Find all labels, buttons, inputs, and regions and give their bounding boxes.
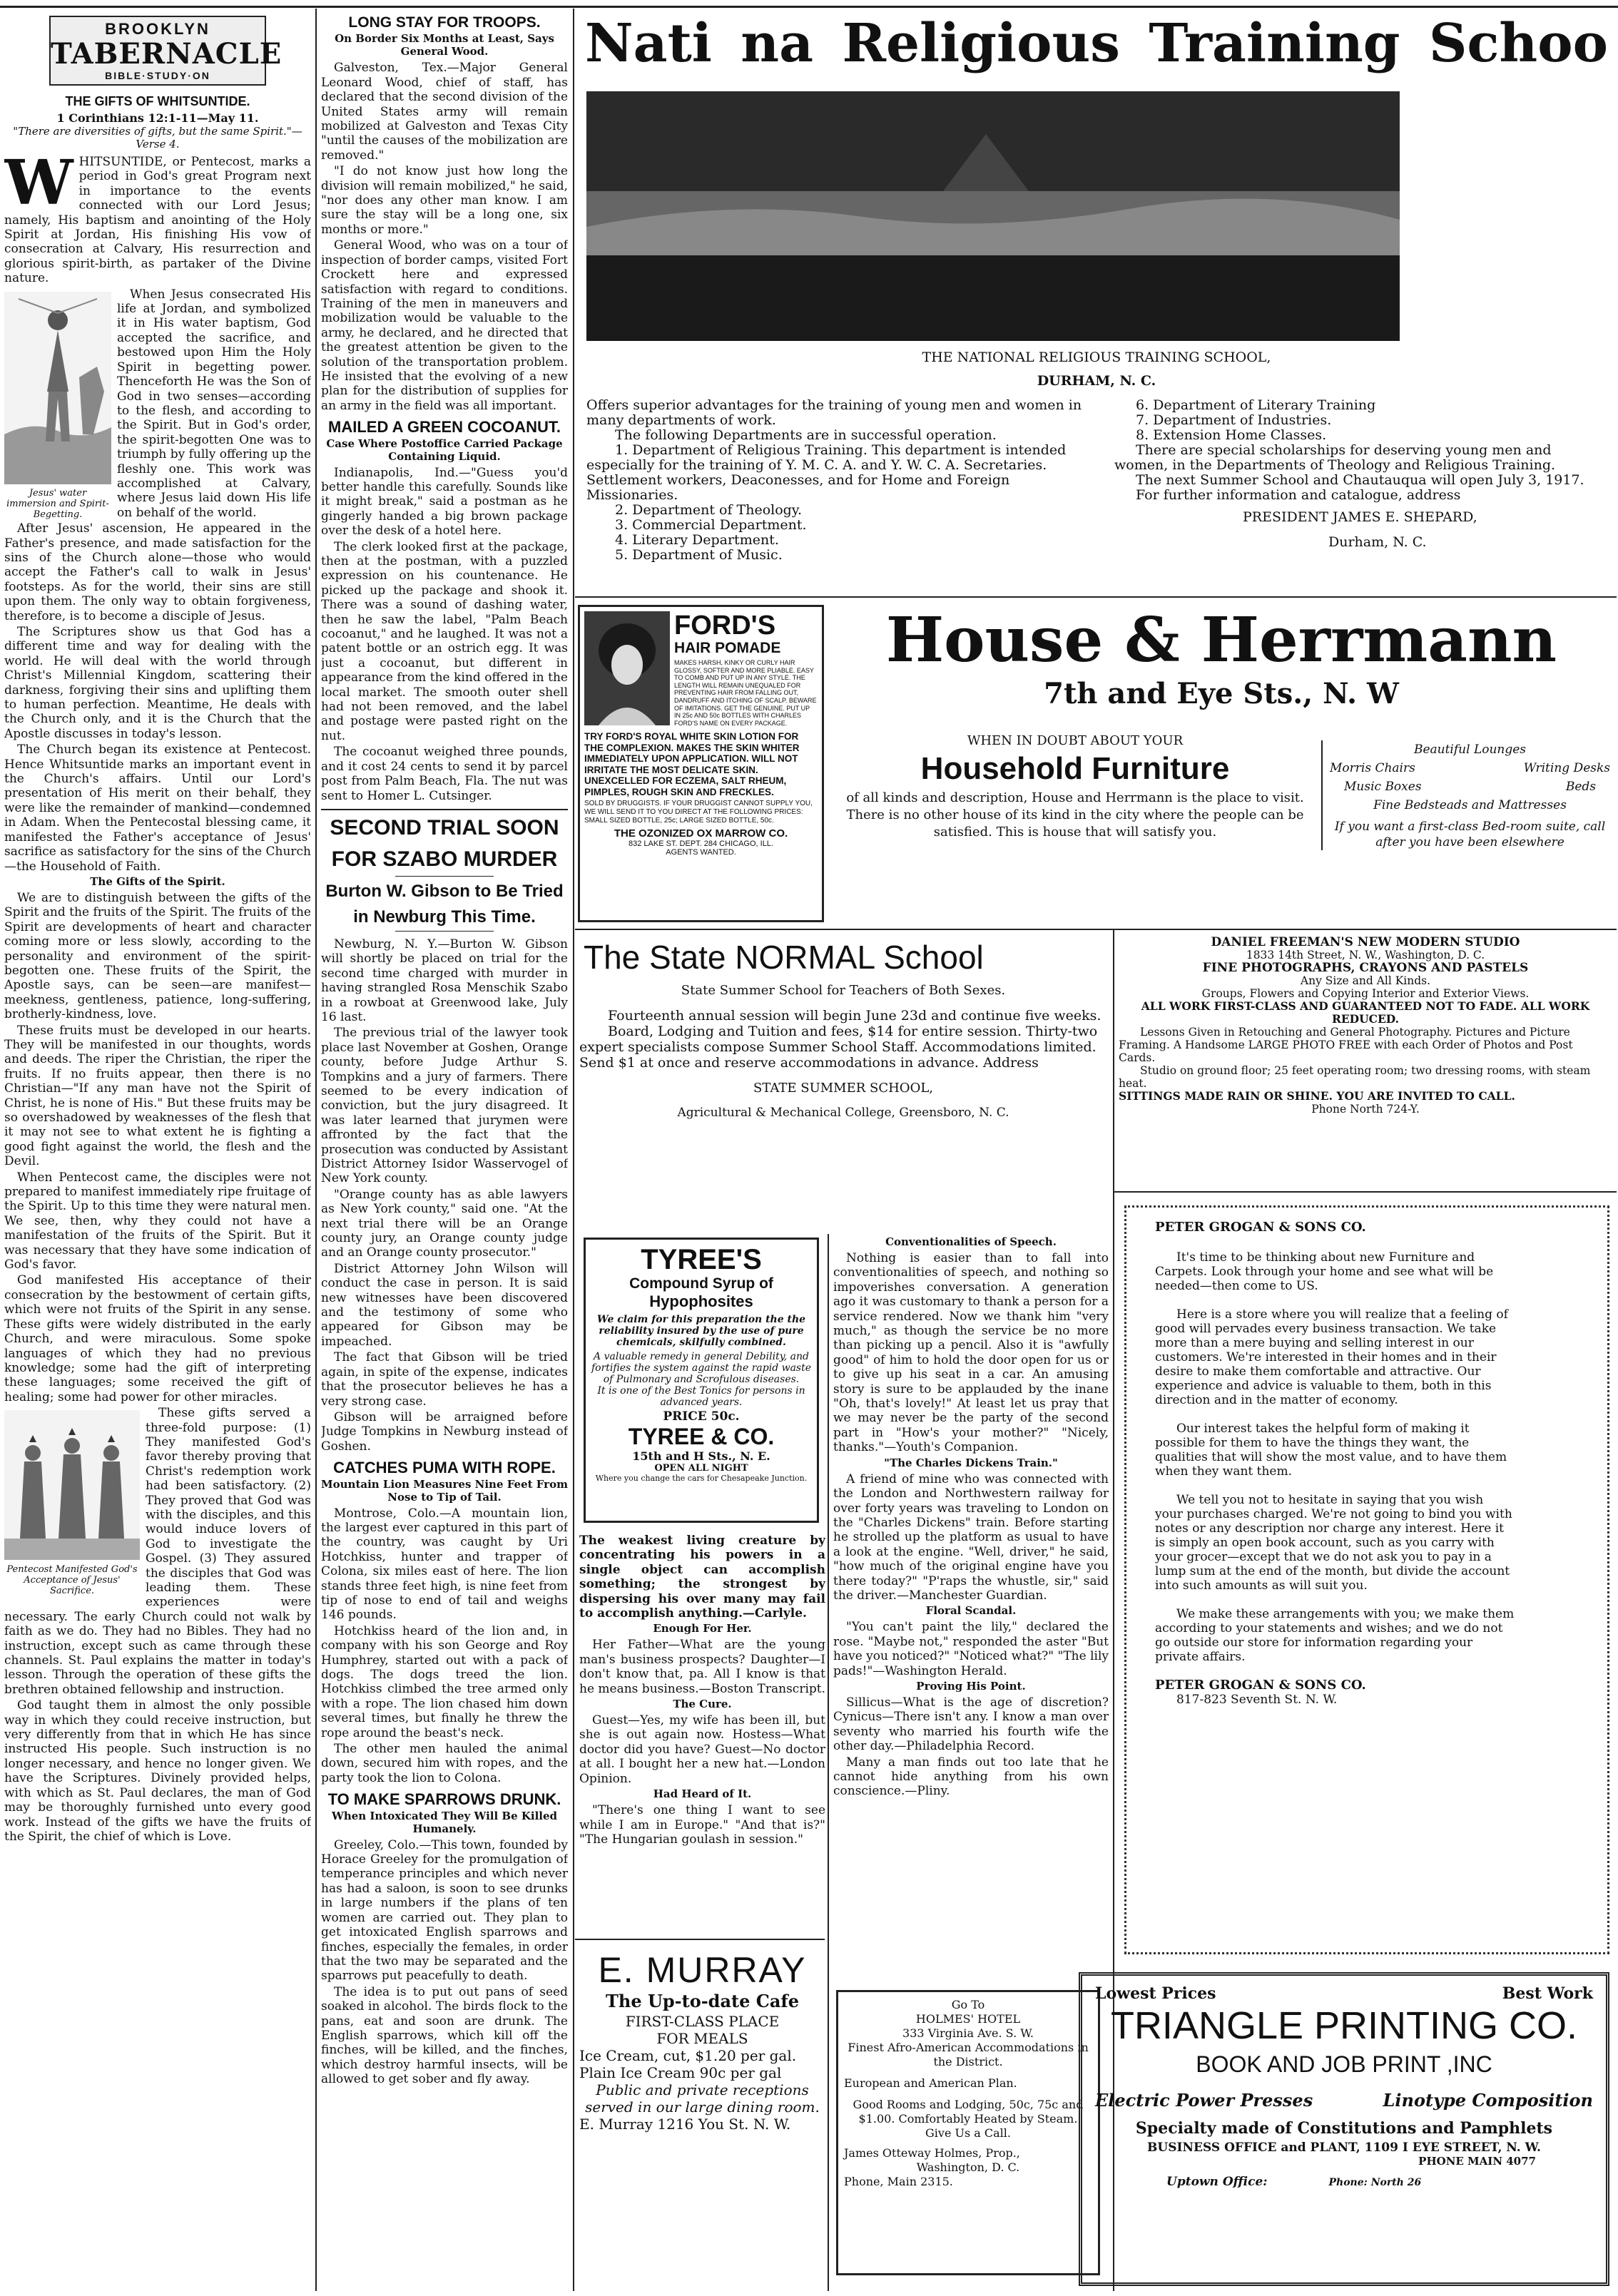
top-rule: [0, 6, 1618, 8]
sermon-para-3: After Jesus' ascension, He appeared in the Father's presence, and made satisfaction for the sins of the Church alone—those who would accept the Father's call to walk in Jesus' footsteps. As for the world, their sins are still upon them. The only way to obtain forgiveness, therefore, is to become a disciple of Jesus.: [4, 521, 311, 623]
banner-word-1: Nati: [585, 13, 712, 74]
fords-portrait: [584, 611, 670, 725]
rule-below-freeman: [1114, 1191, 1617, 1193]
szabo-headline-1: SECOND TRIAL SOON: [330, 815, 559, 840]
training-photo-caption: THE NATIONAL RELIGIOUS TRAINING SCHOOL,: [922, 349, 1271, 365]
troops-para-2: "I do not know just how long the division will remain mobilized," he said, "nor does any other man know. I am sure the stay will be a long one, six months or more.": [321, 164, 568, 237]
training-scholarships: There are special scholarships for deserving young men and women, in the Departments of Theology and Religious Training.: [1114, 442, 1556, 473]
illustration-baptism-caption: Jesus' water immersion and Spirit-Begetting.: [6, 488, 109, 521]
normal-school-title: The State NORMAL School: [584, 939, 984, 976]
triangle-services: [1095, 2090, 1593, 2111]
freeman-lessons: Lessons Given in Retouching and General Photography. Pictures and Picture Framing. A Handsome LARGE PHOTO FREE with each Order of Photos and Post Cards.: [1119, 1026, 1573, 1064]
troops-headline: LONG STAY FOR TROOPS.: [348, 16, 541, 31]
training-signoff-city: Durham, N. C.: [1328, 534, 1427, 550]
fords-agents: AGENTS WANTED.: [666, 848, 736, 857]
grogan-para-3: Our interest takes the helpful form of making it possible for them to have the things they want, the qualities that will show the most value, and to have them when they want them.: [1155, 1422, 1507, 1479]
training-dept-2: 2. Department of Theology.: [615, 502, 803, 518]
murray-line-2: FOR MEALS: [656, 2030, 748, 2047]
murray-line-3: Ice Cream, cut, $1.20 per gal.: [579, 2047, 797, 2064]
murray-line-4: Plain Ice Cream 90c per gal: [579, 2064, 782, 2081]
szabo-headline-2: FOR SZABO MURDER: [331, 847, 558, 871]
training-dept-5: 5. Department of Music.: [615, 547, 783, 563]
house-item-lounges: Beautiful Lounges: [1413, 743, 1527, 757]
freeman-address: 1833 14th Street, N. W., Washington, D. C.: [1246, 949, 1485, 961]
training-city: DURHAM, N. C.: [1037, 373, 1156, 389]
dickens-para: A friend of mine who was connected with the London and Northwestern railway for over forty years was traveling to London on the "Charles Dickens" train. Before starting he strolled up the platform as usual to have a look at the engine. "Well, driver," he said, "how much of the original engine have you there today?" "P'raps the whustle, sir," said the driver.—Manchester Guardian.: [833, 1471, 1109, 1603]
cocoanut-para-2: The clerk looked first at the package, then at the postman, with a puzzled expression on his countenance. He picked up the package and shook it. There was a sound of dashing water, then he saw the label, "Palm Beach cocoanut," and he laughed. It was not a patent bottle or an ostrich egg. It was just a cocoanut, but different in appearance from the kind offered in the local market. The smooth outer shell had not been removed, and the label and postage were pasted right on the nut.: [321, 539, 568, 743]
house-item-music-boxes: Music Boxes: [1344, 780, 1422, 794]
illustration-baptism: [4, 292, 111, 521]
murray-name: E. MURRAY: [598, 1950, 807, 1990]
training-president: PRESIDENT JAMES E. SHEPARD,: [1243, 509, 1477, 525]
training-banner: [579, 13, 1614, 74]
holmes-city: Washington, D. C.: [916, 2160, 1020, 2174]
grogan-address: 817-823 Seventh St. N. W.: [1176, 1693, 1338, 1707]
fords-company: THE OZONIZED OX MARROW CO.: [614, 827, 788, 840]
murray-line-5: Public and private receptions served in our large dining room.: [585, 2081, 820, 2116]
floral-headline: Floral Scandal.: [925, 1604, 1017, 1618]
house-herrmann-address: 7th and Eye Sts., N. W: [1044, 677, 1399, 710]
tabernacle-column: [4, 16, 311, 2291]
fords-blurb: MAKES HARSH, KINKY OR CURLY HAIR GLOSSY, SOFTER AND MORE PLIABLE. EASY TO COMB AND PUT UP IN ANY STYLE. THE LENGTH WILL REMAIN UNEQUALED FOR PREVENTING HAIR FROM FALLING OUT, DANDRUFF AND ITCHING OF SCALP. BEWARE OF IMITATIONS. GET THE GENUINE. PUT UP IN 25c AND 50c BOTTLES WITH CHARLES FORD'S NAME ON EVERY PACKAGE.: [674, 659, 817, 727]
grogan-name: PETER GROGAN & SONS CO.: [1155, 1220, 1366, 1235]
fords-address: 832 LAKE ST. DEPT. 284 CHICAGO, ILL.: [629, 840, 773, 849]
sermon-body: [4, 147, 311, 1844]
illustration-pentecost: [4, 1410, 140, 1596]
tyrees-sub-2: Hypophosites: [649, 1292, 753, 1310]
enough-headline: Enough For Her.: [653, 1622, 752, 1636]
training-dept-8: 8. Extension Home Classes.: [1136, 427, 1327, 443]
triangle-lowest: Lowest Prices: [1095, 1984, 1216, 2003]
sparrows-headline: TO MAKE SPARROWS DRUNK.: [327, 1790, 561, 1809]
murray-line-6: E. Murray 1216 You St. N. W.: [579, 2116, 791, 2133]
house-furniture-list: [1321, 740, 1610, 850]
fords-brand-sub: HAIR POMADE: [674, 640, 781, 656]
grogan-para-2: Here is a store where you will realize that a feeling of good will pervades every business transaction. We take more than a mere buying and selling interest in our customers. We're interested in their homes and in their desire to make them comfortable and attractive. Our experience and advice is valuable to them, both in this direction and in the matter of economy.: [1155, 1307, 1508, 1407]
holmes-prop: James Otteway Holmes, Prop.,: [844, 2146, 1020, 2160]
grogan-signature: PETER GROGAN & SONS CO.: [1155, 1678, 1366, 1693]
tyrees-address: 15th and H Sts., N. E.: [632, 1449, 770, 1463]
freeman-phone: Phone North 724-Y.: [1311, 1103, 1420, 1116]
sermon-para-11: God taught them in almost the only possible way in which they could receive instruction, but very differently from that in which He has since instructed His people. Such instruction is no longer necessary, and hence no longer given. We have the Scriptures. Divinely provided helps, with which as St. Paul declares, the man of God may be thoroughly furnished unto every good work. Instead of the gifts we have the fruits of the Spirit, the chief of which is Love.: [4, 1698, 311, 1844]
training-right-block: [1114, 398, 1607, 550]
tabernacle-masthead: [49, 16, 283, 86]
tyrees-remedy: A valuable remedy in general Debility, and fortifies the system against the rapid waste of Pulmonary and Scrofulous diseases.: [591, 1351, 812, 1385]
rule-above-murray: [575, 1939, 825, 1940]
szabo-para-5: The fact that Gibson will be tried again, in spite of the expense, indicates that the prosecutor believes he has a very strong case.: [321, 1350, 568, 1409]
freeman-sizes: Any Size and All Kinds.: [1300, 974, 1431, 987]
murray-cafe-ad: [579, 1947, 825, 2275]
freeman-groups: Groups, Flowers and Copying Interior and Exterior Views.: [1201, 987, 1530, 1000]
tyrees-company: TYREE & CO.: [628, 1424, 775, 1449]
grogan-para-1: It's time to be thinking about new Furniture and Carpets. Look through your home and see what will be needed—then come to US.: [1155, 1250, 1494, 1293]
sparrows-para-2: The idea is to put out pans of seed soaked in alcohol. The birds flock to the pans, eat and soon are drunk. The English sparrows, which kill off the finches, will be killed, and the finches, which destroy harmful insects, will be allowed to get sober and fly away.: [321, 1984, 568, 2087]
heard-para: "There's one thing I want to see while I am in Europe." "And that is?" "The Hungarian goulash in session.": [579, 1803, 825, 1847]
heard-headline: Had Heard of It.: [653, 1787, 752, 1801]
cocoanut-subhead: Case Where Postoffice Carried Package Containing Liquid.: [326, 437, 563, 463]
holmes-go-to: Go To: [951, 1998, 985, 2011]
training-further: For further information and catalogue, address: [1136, 487, 1461, 503]
column-rule-inner: [828, 1234, 829, 2291]
holmes-name: HOLMES' HOTEL: [915, 2012, 1021, 2026]
cocoanut-para-3: The cocoanut weighed three pounds, and it cost 24 cents to send it by parcel post from Palm Beach, Fla. The nut was sent to Homer L. Cutsinger.: [321, 745, 568, 803]
puma-para-3: The other men hauled the animal down, secured him with ropes, and the party took the lion to Colona.: [321, 1742, 568, 1785]
freeman-sittings: SITTINGS MADE RAIN OR SHINE. YOU ARE INVITED TO CALL.: [1119, 1089, 1515, 1103]
triangle-presses: Electric Power Presses: [1095, 2090, 1313, 2111]
fords-pomade-ad: [578, 605, 824, 922]
banner-word-3: Religious: [842, 13, 1120, 74]
holmes-hotel-ad: [836, 1990, 1100, 2275]
cure-para: Guest—Yes, my wife has been ill, but she is out again now. Hostess—What doctor did you have? Guest—No doctor at all. I bought her a new hat.—London Opinion.: [579, 1713, 825, 1786]
freeman-studio-ad: [1119, 936, 1612, 1182]
training-school-ad: [579, 13, 1614, 583]
normal-school-para-2: Board, Lodging and Tuition and fees, $14 for entire session. Thirty-two expert specialists compose Summer School Staff. Accommodations limited. Send $1 at once and reserve accommodations in advance. Address: [579, 1024, 1098, 1071]
house-item-morris-chairs: Morris Chairs: [1330, 761, 1415, 775]
woman-portrait-icon: [584, 611, 670, 725]
murray-tagline: The Up-to-date Cafe: [606, 1991, 799, 2011]
training-dept-6: 6. Department of Literary Training: [1136, 398, 1376, 413]
tyrees-cars: Where you change the cars for Chesapeake Junction.: [595, 1474, 808, 1483]
rule-below-house: [575, 929, 1617, 930]
normal-school-address-1: STATE SUMMER SCHOOL,: [753, 1081, 933, 1096]
speech-para: Nothing is easier than to fall into conventionalities of speech, and nothing so impoverishes conversation. A generation ago it was customary to thank a person for a service rendered. Now we thank him "very much," as though the service be no more than picking up a pencil. Also it is "awfully good" of him to hold the door open for us or to give up his seat in a car. An amusing story is sure to be applauded by the inane "Oh, that's lovely!" At least let us pray that we may never be the party of the second part in "How's your mother?" "Nicely, thanks."—Youth's Companion.: [833, 1251, 1109, 1455]
szabo-para-6: Gibson will be arraigned before Judge Tompkins in Newburg instead of Goshen.: [321, 1409, 568, 1454]
sermon-lead: HITSUNTIDE, or Pentecost, marks a period in God's great Program next in importance to the events connected with our Lord Jesus; namely, His baptism and anointing of the Holy Spirit at Jordan, His finishing His vow of consecration at Calvary, His resurrection and glorious spirit-birth, as partaker of the Divine nature.: [4, 155, 311, 286]
szabo-subhead-2: in Newburg This Time.: [353, 907, 536, 927]
house-item-writing-desks: Writing Desks: [1523, 761, 1610, 775]
szabo-para-2: The previous trial of the lawyer took place last November at Goshen, Orange county, before Judge Arthur S. Tompkins and a jury of farmers. There seemed to be every indication of conviction, but the jury disagreed. It was later learned that jurymen were affronted by the fact that the prosecution was conducted by Assistant District Attorney Isidor Wasservogel of New York county.: [321, 1026, 568, 1186]
sermon-motto: "There are diversities of gifts, but the same Spirit."—Verse 4.: [13, 125, 302, 150]
sermon-para-10: These gifts served a three-fold purpose: (1) They manifested God's favor thereby proving that Christ's redemption work had been satisfactory. (2) They proved that God was with the disciples, and this would induce lovers of God to investigate the Gospel. (3) They assured the disciples that God was leading them. These experiences were necessary. The early Church could not walk by faith as we do. They had no Bibles. They had no instruction, except such as came through these channels. St. Paul explains the matter in today's lesson. Through the operation of these gifts the brethren obtained fellowship and instruction.: [4, 1406, 311, 1697]
normal-school-para-1: Fourteenth annual session will begin June 23d and continue five weeks.: [608, 1008, 1101, 1024]
sermon-para-9: God manifested His acceptance of their consecration by the bestowment of certain gifts, which were not fruits of the Spirit in any sense. These gifts were widely distributed in the early Church, and were miraculous. Some spoke languages of which they had no previous knowledge; some had the gift of interpreting these languages; some received the gift of healing; some had power for other miracles.: [4, 1273, 311, 1404]
banner-word-5: Schoo: [1428, 13, 1608, 74]
training-intro-1: Offers superior advantages for the training of young men and women in many departments of work.: [586, 398, 1082, 428]
short-items-column: [579, 1534, 825, 1933]
triangle-top-line: [1095, 1984, 1593, 2003]
sermon-para-2: When Jesus consecrated His life at Jordan, and symbolized it in His water baptism, God accepted the sacrifice, and bestowed upon Him the Holy Spirit in begetting power. Thenceforth He was the Son of God in two senses—according to the flesh, and according to the Spirit. But in God's order, the spirit-begotten One was to triumph by fully offering up the fleshly one. This work was accomplished at Calvary, where Jesus laid down His life on behalf of the world.: [117, 287, 311, 520]
column-rule-2: [573, 9, 574, 2291]
proving-para: Sillicus—What is the age of discretion? Cynicus—There isn't any. I know a man over seventy who married his fourth wife the other day.—Philadelphia Record.: [833, 1695, 1109, 1754]
training-left-block: [586, 398, 1100, 563]
sermon-title: THE GIFTS OF WHITSUNTIDE.: [65, 94, 250, 108]
triangle-book: BOOK AND JOB PRINT ,INC: [1196, 2051, 1492, 2077]
troops-para-3: General Wood, who was on a tour of inspection of border camps, visited Fort Crockett here and expressed satisfaction with regard to conditions. Training of the men in maneuvers and mobilization would be valuable to the army, he declared, and he directed that the greatest attention be given to the solution of the transportation problem. He insisted that the evolving of a new plan for the distribution of supplies for an army in the field was all important.: [321, 238, 568, 413]
sermon-para-7: These fruits must be developed in our hearts. They will be manifested in our thoughts, words and deeds. The riper the Christian, the riper the fruits. If no fruits appear, then there is no Christian—"If any man have not the Spirit of Christ, he is none of His." But these fruits may be so overshadowed by weaknesses of the flesh that it may not see to what extent he is fighting a good fight against the world, the flesh and the Devil.: [4, 1023, 311, 1169]
freeman-guarantee: ALL WORK FIRST-CLASS AND GUARANTEED NOT TO FADE. ALL WORK REDUCED.: [1141, 999, 1590, 1026]
scripture-reference: 1 Corinthians 12:1-11—May 11.: [56, 111, 259, 125]
freeman-studio-info: Studio on ground floor; 25 feet operating room; two dressing rooms, with steam heat.: [1119, 1064, 1591, 1090]
banner-word-4: Training: [1149, 13, 1400, 74]
tyrees-title: TYREE'S: [641, 1244, 762, 1275]
tyrees-price: PRICE 50c.: [663, 1409, 740, 1424]
puma-para-1: Montrose, Colo.—A mountain lion, the largest ever captured in this part of the country, was caught by Uri Hotchkiss, hunter and trapper of Colona, six miles east of here. The lion stands three feet high, is nine feet from tip of nose to end of tail and weighs 146 pounds.: [321, 1506, 568, 1623]
grogan-para-4: We tell you not to hesitate in saying that you wish your purchases charged. We're not going to bind you with notes or any description nor charge any interest. Here it is simply an open book account, such as you carry with your grocer—except that we do not ask you to pay in a lump sum at the end of the month, but divide the account into such amounts as will suit you.: [1155, 1493, 1512, 1593]
triangle-phone: PHONE MAIN 4077: [1418, 2155, 1536, 2168]
training-summer: The next Summer School and Chautauqua will open July 3, 1917.: [1136, 472, 1584, 488]
school-building-icon: [586, 91, 1400, 341]
training-dept-4: 4. Literary Department.: [615, 532, 779, 548]
triangle-best: Best Work: [1502, 1984, 1593, 2003]
masthead-line-2: TABERNACLE: [51, 37, 283, 71]
grogan-ad: [1124, 1205, 1609, 1954]
triangle-uptown: [1095, 2175, 1593, 2189]
normal-school-sub: State Summer School for Teachers of Both Sexes.: [681, 983, 1006, 998]
cocoanut-headline: MAILED A GREEN COCOANUT.: [328, 418, 561, 437]
tyrees-open: OPEN ALL NIGHT: [654, 1463, 748, 1474]
sermon-para-5: The Church began its existence at Pentecost. Hence Whitsuntide marks an important event in the Church's affairs. Until our Lord's presentation of His merit on their behalf, they were like the remainder of mankind—condemned in Adam. When the Pentecostal blessing came, it manifested the Father's acceptance of Jesus' sacrifice as satisfactory for the sins of the Church—the Household of Faith.: [4, 743, 311, 874]
training-dept-7: 7. Department of Industries.: [1136, 412, 1332, 428]
enough-para: Her Father—What are the young man's business prospects? Daughter—I don't know that, pa. All I know is that he means business.—Boston Transcript.: [579, 1638, 825, 1696]
training-intro-2: The following Departments are in successful operation.: [615, 427, 997, 443]
normal-school-address-2: Agricultural & Mechanical College, Greensboro, N. C.: [677, 1106, 1009, 1120]
house-herrmann-ad: [829, 605, 1614, 922]
pliny-quote: Many a man finds out too late that he cannot hide anything from his own conscience.—Pliny.: [833, 1755, 1109, 1799]
floral-para: "You can't paint the lily," declared the rose. "Maybe not," responded the aster "But have you noticed?" "Noticed what?" "The lily pads!"—Washington Herald.: [833, 1620, 1109, 1678]
training-dept-3: 3. Commercial Department.: [615, 517, 807, 533]
speech-column: [833, 1234, 1109, 1954]
tyrees-tonic: It is one of the Best Tonics for persons in advanced years.: [597, 1385, 805, 1408]
cure-headline: The Cure.: [673, 1698, 732, 1711]
grogan-para-5: We make these arrangements with you; we make them according to your statements and wishes; and we do not go outside our store for information regarding your private affairs.: [1155, 1607, 1515, 1664]
triangle-uptown-phone: Phone: North 26: [1328, 2177, 1422, 2188]
tyrees-claim: We claim for this preparation the the reliability insured by the use of pure chemicals, skilfully combined.: [596, 1314, 806, 1348]
freeman-services: FINE PHOTOGRAPHS, CRAYONS AND PASTELS: [1202, 961, 1529, 975]
rule-below-training: [575, 596, 1617, 598]
house-item-bedsteads: Fine Bedsteads and Mattresses: [1373, 798, 1567, 812]
triangle-uptown-label: Uptown Office:: [1166, 2175, 1268, 2189]
carlyle-quote: The weakest living creature by concentrating his powers in a single object can accomplish something; the strongest by dispersing his over many may fail to accomplish anything.—Carlyle.: [579, 1534, 825, 1621]
speech-headline: Conventionalities of Speech.: [885, 1235, 1057, 1248]
szabo-subhead-1: Burton W. Gibson to Be Tried: [325, 881, 564, 901]
tyrees-sub-1: Compound Syrup of: [629, 1275, 773, 1292]
house-herrmann-name: House & Herrmann: [885, 605, 1557, 676]
freeman-name: DANIEL FREEMAN'S NEW MODERN STUDIO: [1211, 936, 1520, 949]
proving-headline: Proving His Point.: [916, 1679, 1026, 1693]
pentecost-illustration-icon: [4, 1410, 140, 1560]
troops-para-1: Galveston, Tex.—Major General Leonard Wood, chief of staff, has declared that the second division of the United States army will remain mobilized at Galveston and Texas City "until the causes of the mobilization are removed.": [321, 61, 568, 163]
triangle-linotype: Linotype Composition: [1383, 2090, 1593, 2111]
training-dept-1: 1. Department of Religious Training. This department is intended especially for the training of Y. M. C. A. and Y. W. C. A. Secretaries. Settlement workers, Deaconesses, and for Home and Foreign Missionaries.: [586, 442, 1067, 503]
holmes-plan: European and American Plan.: [844, 2076, 1017, 2090]
cocoanut-para-1: Indianapolis, Ind.—"Guess you'd better handle this carefully. Sounds like it might break," said a postman as he gingerly handed a big brown package over the desk of a hotel here.: [321, 465, 568, 539]
tyrees-ad: [584, 1238, 819, 1523]
szabo-para-1: Newburg, N. Y.—Burton W. Gibson will shortly be placed on trial for the second time charged with murder in having strangled Rosa Menschik Szabo in a rowboat at Greenwood lake, July 16 last.: [321, 937, 568, 1024]
holmes-address: 333 Virginia Ave. S. W.: [902, 2026, 1034, 2040]
sermon-para-4: The Scriptures show us that God has a different time and way for dealing with the world. He will deal with the world through Christ's Millennial Kingdom, scattering their darkness, forgiving their sins and uplifting them to human perfection. Meantime, He deals with the Church only, and it is the Church that the Apostle discusses in today's lesson.: [4, 625, 311, 741]
szabo-para-3: "Orange county has as able lawyers as New York county," said one. "At the next trial there will be an Orange county jury, an Orange county judge and an Orange county prosecutor.": [321, 1187, 568, 1260]
training-school-photo: [586, 91, 1400, 341]
holmes-finest: Finest Afro-American Accommodations in the District.: [848, 2041, 1089, 2068]
sparrows-para-1: Greeley, Colo.—This town, founded by Horace Greeley for the promulgation of temperance principles and which never has had a saloon, is soon to see drunks in large numbers if the plans of ten women are carried out. They plan to get intoxicated English sparrows and finches, especially the females, in order that the two may be separated and the sparrows put peacefully to death.: [321, 1837, 568, 1984]
house-herrmann-main: [829, 733, 1321, 841]
sparrows-subhead: When Intoxicated They Will Be Killed Humanely.: [331, 1809, 557, 1835]
banner-word-2: na: [741, 13, 814, 74]
dickens-headline: "The Charles Dickens Train.": [884, 1456, 1058, 1469]
drop-cap: W: [4, 147, 73, 219]
triangle-name: TRIANGLE PRINTING CO.: [1110, 2004, 1578, 2047]
baptism-illustration-icon: [4, 292, 111, 484]
puma-para-2: Hotchkiss heard of the lion and, in company with his son George and Roy Humphrey, started out with a pack of dogs. The dogs treed the lion. Hotchkiss climbed the tree armed only with a rope. The lion chased him down several times, but finally he threw the rope around the beast's neck.: [321, 1623, 568, 1740]
triangle-office: BUSINESS OFFICE and PLANT, 1109 I EYE STREET, N. W.: [1147, 2141, 1541, 2155]
house-item-beds: Beds: [1565, 780, 1596, 794]
illustration-pentecost-caption: Pentecost Manifested God's Acceptance of Jesus' Sacrifice.: [6, 1563, 138, 1596]
masthead-line-3: BIBLE·STUDY·ON: [105, 70, 210, 81]
normal-school-ad: [579, 936, 1107, 1228]
news-column: [321, 16, 568, 2291]
holmes-rooms: Good Rooms and Lodging, 50c, 75c and $1.00. Comfortably Heated by Steam. Give Us a Call.: [853, 2098, 1084, 2140]
house-body: of all kinds and description, House and Herrmann is the place to visit. There is no other house of its kind in the city where the people can be satisfied. This is house that will satisfy you.: [846, 790, 1304, 840]
sermon-para-6: We are to distinguish between the gifts of the Spirit and the fruits of the Spirit. The fruits of the Spirit are developments of heart and character coming more or less slowly, according to the personality and environment of the spirit-begotten one. These fruits of the Spirit, the Apostle says, can be seen—are manifest—meekness, gentleness, patience, long-suffering, brotherly-kindness, love.: [4, 890, 311, 1022]
fords-royal-white: TRY FORD'S ROYAL WHITE SKIN LOTION FOR THE COMPLEXION. MAKES THE SKIN WHITER IMMEDIATELY UPON APPLICATION. WILL NOT IRRITATE THE MOST DELICATE SKIN. UNEXCELLED FOR ECZEMA, SALT RHEUM, PIMPLES, ROUGH SKIN AND FRECKLES.: [584, 731, 800, 797]
fords-sold-by: SOLD BY DRUGGISTS. IF YOUR DRUGGIST CANNOT SUPPLY YOU, WE WILL SEND IT TO YOU DIRECT AT THE FOLLOWING PRICES: SMALL SIZED BOTTLE, 25c; LARGE SIZED BOTTLE, 50c.: [584, 800, 813, 825]
masthead-line-1: BROOKLYN: [105, 20, 210, 38]
troops-subhead: On Border Six Months at Least, Says General Wood.: [335, 32, 554, 58]
szabo-para-4: District Attorney John Wilson will conduct the case in person. It is said new witnesses have been discovered and the testimony of some who appeared for Gibson may be impeached.: [321, 1261, 568, 1349]
murray-line-1: FIRST-CLASS PLACE: [625, 2013, 780, 2030]
house-furniture-title: Household Furniture: [920, 751, 1230, 786]
triangle-specialty: Specialty made of Constitutions and Pamphlets: [1135, 2119, 1553, 2138]
holmes-phone: Phone, Main 2315.: [844, 2175, 953, 2188]
puma-subhead: Mountain Lion Measures Nine Feet From Nose to Tip of Tail.: [321, 1477, 568, 1504]
house-note: If you want a first-class Bed-room suite, call after you have been elsewhere: [1334, 820, 1606, 849]
sermon-para-8: When Pentecost came, the disciples were not prepared to manifest immediately ripe fruitage of the Spirit. Up to this time they were natural men. We see, then, why they could not have a manifestation of the fruits of the Spirit. But it was necessary that they have some indication of God's favor.: [4, 1170, 311, 1272]
column-rule-1: [315, 9, 317, 2291]
house-doubt: WHEN IN DOUBT ABOUT YOUR: [967, 733, 1184, 748]
puma-headline: CATCHES PUMA WITH ROPE.: [333, 1459, 556, 1477]
sermon-subhead: The Gifts of the Spirit.: [90, 874, 225, 888]
triangle-printing-ad: [1079, 1972, 1609, 2286]
fords-brand: FORD'S: [674, 611, 776, 641]
